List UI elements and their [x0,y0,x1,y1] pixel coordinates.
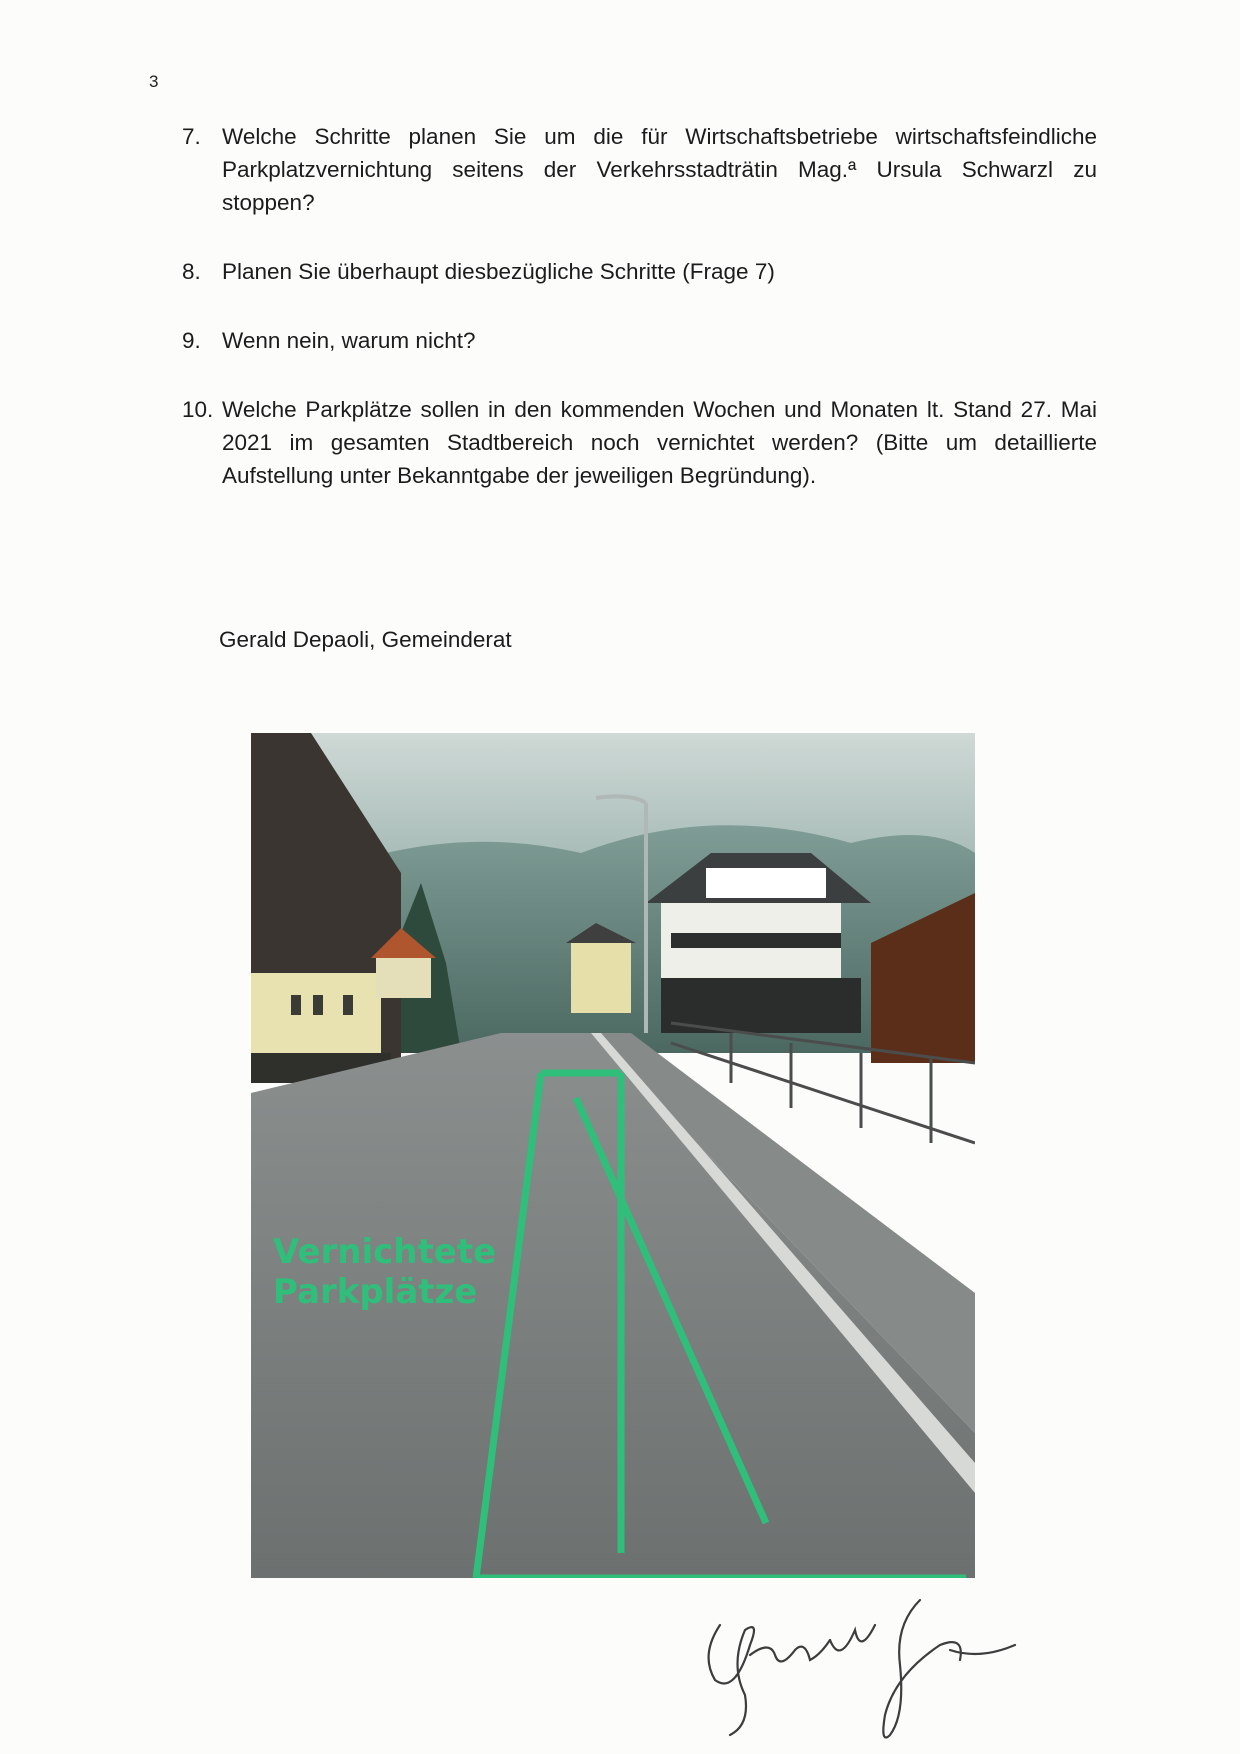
street-photo [251,733,975,1578]
question-text: Planen Sie überhaupt diesbezügliche Schritte (Frage 7) [222,259,775,284]
question-number: 10. [182,397,214,422]
overlay-caption-line1: Vernichtete [273,1232,497,1272]
question-text: Welche Parkplätze sollen in den kommenden Wochen und Monaten lt. Stand 27. Mai 2021 im gesamten Stadtbereich noch vernichtet werden? (Bitte um detaillierte Aufstellung unter Bekanntgabe der jeweiligen Begründung). [222,397,1097,488]
page-number: 3 [149,72,159,91]
question-text: Wenn nein, warum nicht? [222,328,476,353]
handwritten-signature [690,1585,1020,1745]
author-signature-line: Gerald Depaoli, Gemeinderat [219,627,512,652]
question-item [182,324,1097,357]
question-item [182,120,1097,219]
question-list [182,120,1097,528]
question-number: 9. [182,328,201,353]
distant-house [571,943,631,1013]
question-number: 8. [182,259,201,284]
question-item [182,255,1097,288]
question-text: Welche Schritte planen Sie um die für Wirtschaftsbetriebe wirtschaftsfeindliche Parkplatzvernichtung seitens der Verkehrsstadträtin Mag.ª Ursula Schwarzl zu stoppen? [222,124,1097,215]
question-number: 7. [182,124,201,149]
overlay-caption-line2: Parkplätze [273,1272,478,1312]
question-item [182,393,1097,492]
